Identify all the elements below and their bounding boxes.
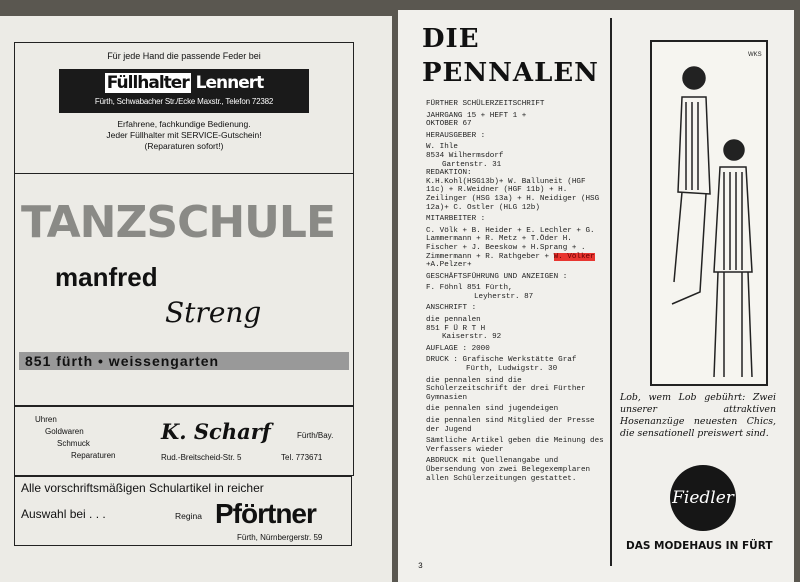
reprint-notice: ABDRUCK mit Quellenangabe und Übersendung von zwei Belegexemplaren allen Schülerzeitungen gestattet. bbox=[426, 457, 591, 483]
pfoertner-address: Fürth, Nürnbergerstr. 59 bbox=[237, 533, 323, 542]
disclaimer: Sämtliche Artikel geben die Meinung des Verfassers wieder bbox=[426, 437, 604, 454]
publisher-street: Gartenstr. 31 bbox=[442, 160, 502, 169]
scharf-ad bbox=[14, 406, 354, 476]
circulation: AUFLAGE : 2000 bbox=[426, 344, 490, 353]
impressum bbox=[426, 100, 606, 486]
tanzschule-firstname: manfred bbox=[55, 262, 158, 292]
scharf-name: K. Scharf bbox=[161, 419, 271, 444]
logo-fuellhalter: Füllhalter bbox=[106, 73, 189, 93]
ad-slogan: DAS MODEHAUS IN FÜRT bbox=[626, 540, 773, 552]
lennert-tagline: Für jede Hand die passende Feder bei bbox=[107, 51, 261, 61]
contributors: C. Völk + B. Heider + E. Lechler + G. Lammermann + R. Metz + T.Öder H. Fischer + J. Beeskow + H.Sprang + . Zimmermann + R. Rathgeber + bbox=[426, 226, 595, 261]
date: OKTOBER 67 bbox=[426, 120, 472, 129]
page-number: 3 bbox=[418, 562, 423, 571]
contributors-label: MITARBEITER : bbox=[426, 215, 486, 224]
address-label: ANSCHRIFT : bbox=[426, 304, 477, 313]
left-page bbox=[0, 16, 392, 582]
management-name: F. Föhnl 851 Fürth, bbox=[426, 284, 513, 293]
highlighted-name: W. Völker bbox=[553, 252, 595, 261]
column-divider bbox=[610, 18, 612, 566]
statement: die pennalen sind jugendeigen bbox=[426, 405, 559, 414]
lennert-address: Fürth, Schwabacher Str./Ecke Maxstr., Telefon 72382 bbox=[94, 97, 274, 106]
statement: die pennalen sind Mitglied der Presse der Jugend bbox=[426, 417, 595, 434]
tanzschule-address: 851 fürth • weissengarten bbox=[19, 352, 349, 370]
scharf-item: Uhren bbox=[35, 415, 57, 424]
pfoertner-line1: Alle vorschriftsmäßigen Schulartikel in reicher bbox=[21, 481, 264, 495]
scharf-item: Schmuck bbox=[57, 439, 90, 448]
scharf-item: Reparaturen bbox=[71, 451, 116, 460]
scharf-address: Rud.-Breitscheid-Str. 5 bbox=[161, 453, 242, 462]
tanzschule-ad bbox=[14, 174, 354, 406]
printer-address: Fürth, Ludwigstr. 30 bbox=[466, 365, 558, 374]
publisher-name: W. Ihle bbox=[426, 143, 458, 152]
scharf-tel: Tel. 773671 bbox=[281, 453, 323, 462]
lennert-ad bbox=[14, 42, 354, 174]
pfoertner-name: Pförtner bbox=[215, 498, 316, 529]
lennert-line3: (Reparaturen sofort!) bbox=[144, 141, 224, 151]
address-line: Kaiserstr. 92 bbox=[442, 333, 502, 342]
pfoertner-firstname: Regina bbox=[175, 511, 202, 521]
pfoertner-ad bbox=[14, 476, 352, 546]
pfoertner-line2: Auswahl bei . . . bbox=[21, 507, 106, 521]
editorial-label: REDAKTION: bbox=[426, 169, 472, 178]
printer: DRUCK : Grafische Werkstätte Graf bbox=[426, 356, 577, 365]
scharf-item: Goldwaren bbox=[45, 427, 84, 436]
scharf-city: Fürth/Bay. bbox=[297, 431, 334, 440]
lennert-line1: Erfahrene, fachkundige Bedienung. bbox=[117, 119, 251, 129]
lennert-line2: Jeder Füllhalter mit SERVICE-Gutschein! bbox=[106, 130, 262, 140]
address-line: die pennalen bbox=[426, 316, 481, 325]
management-label: GESCHÄFTSFÜHRUNG UND ANZEIGEN : bbox=[426, 272, 568, 281]
statement: die pennalen sind die Schülerzeitschrift der drei Fürther Gymnasien bbox=[426, 376, 586, 402]
issue: JAHRGANG 15 + HEFT 1 + bbox=[426, 111, 527, 120]
editorial-staff: K.H.Kohl(HSG13b)+ W. Balluneit (HGF 11c) + R.Weidner (HGF 11b) + H. Zeilinger (HSG 13a) + H. Neidiger (HSG 12a)+ C. Ostler (HLG 12b) bbox=[426, 177, 600, 212]
subtitle: FÜRTHER SCHÜLERZEITSCHRIFT bbox=[426, 100, 545, 108]
address-line: 851 F Ü R T H bbox=[426, 324, 486, 333]
management-street: Leyherstr. 87 bbox=[474, 292, 534, 301]
fiedler-logo: Fiedler bbox=[670, 465, 736, 531]
contributors-end: +A.Pelzer+ bbox=[426, 261, 472, 270]
publisher-label: HERAUSGEBER : bbox=[426, 131, 486, 140]
ad-caption: Lob, wem Lob gebührt: Zwei unserer attraktiven Hosenanzüge neuesten Chics, die sensationell preiswert sind. bbox=[620, 392, 776, 439]
right-page bbox=[398, 10, 794, 582]
lennert-logo bbox=[59, 69, 309, 113]
fashion-figures-image bbox=[652, 42, 766, 384]
tanzschule-heading: TANZSCHULE bbox=[21, 197, 336, 248]
tanzschule-lastname: Streng bbox=[165, 296, 262, 329]
magazine-title: DIE PENNALEN bbox=[422, 24, 599, 88]
logo-lennert: Lennert bbox=[195, 73, 264, 93]
artist-signature: WKS bbox=[748, 52, 762, 58]
publisher-city: 8534 Wilhermsdorf bbox=[426, 151, 504, 160]
fashion-illustration bbox=[650, 40, 768, 386]
